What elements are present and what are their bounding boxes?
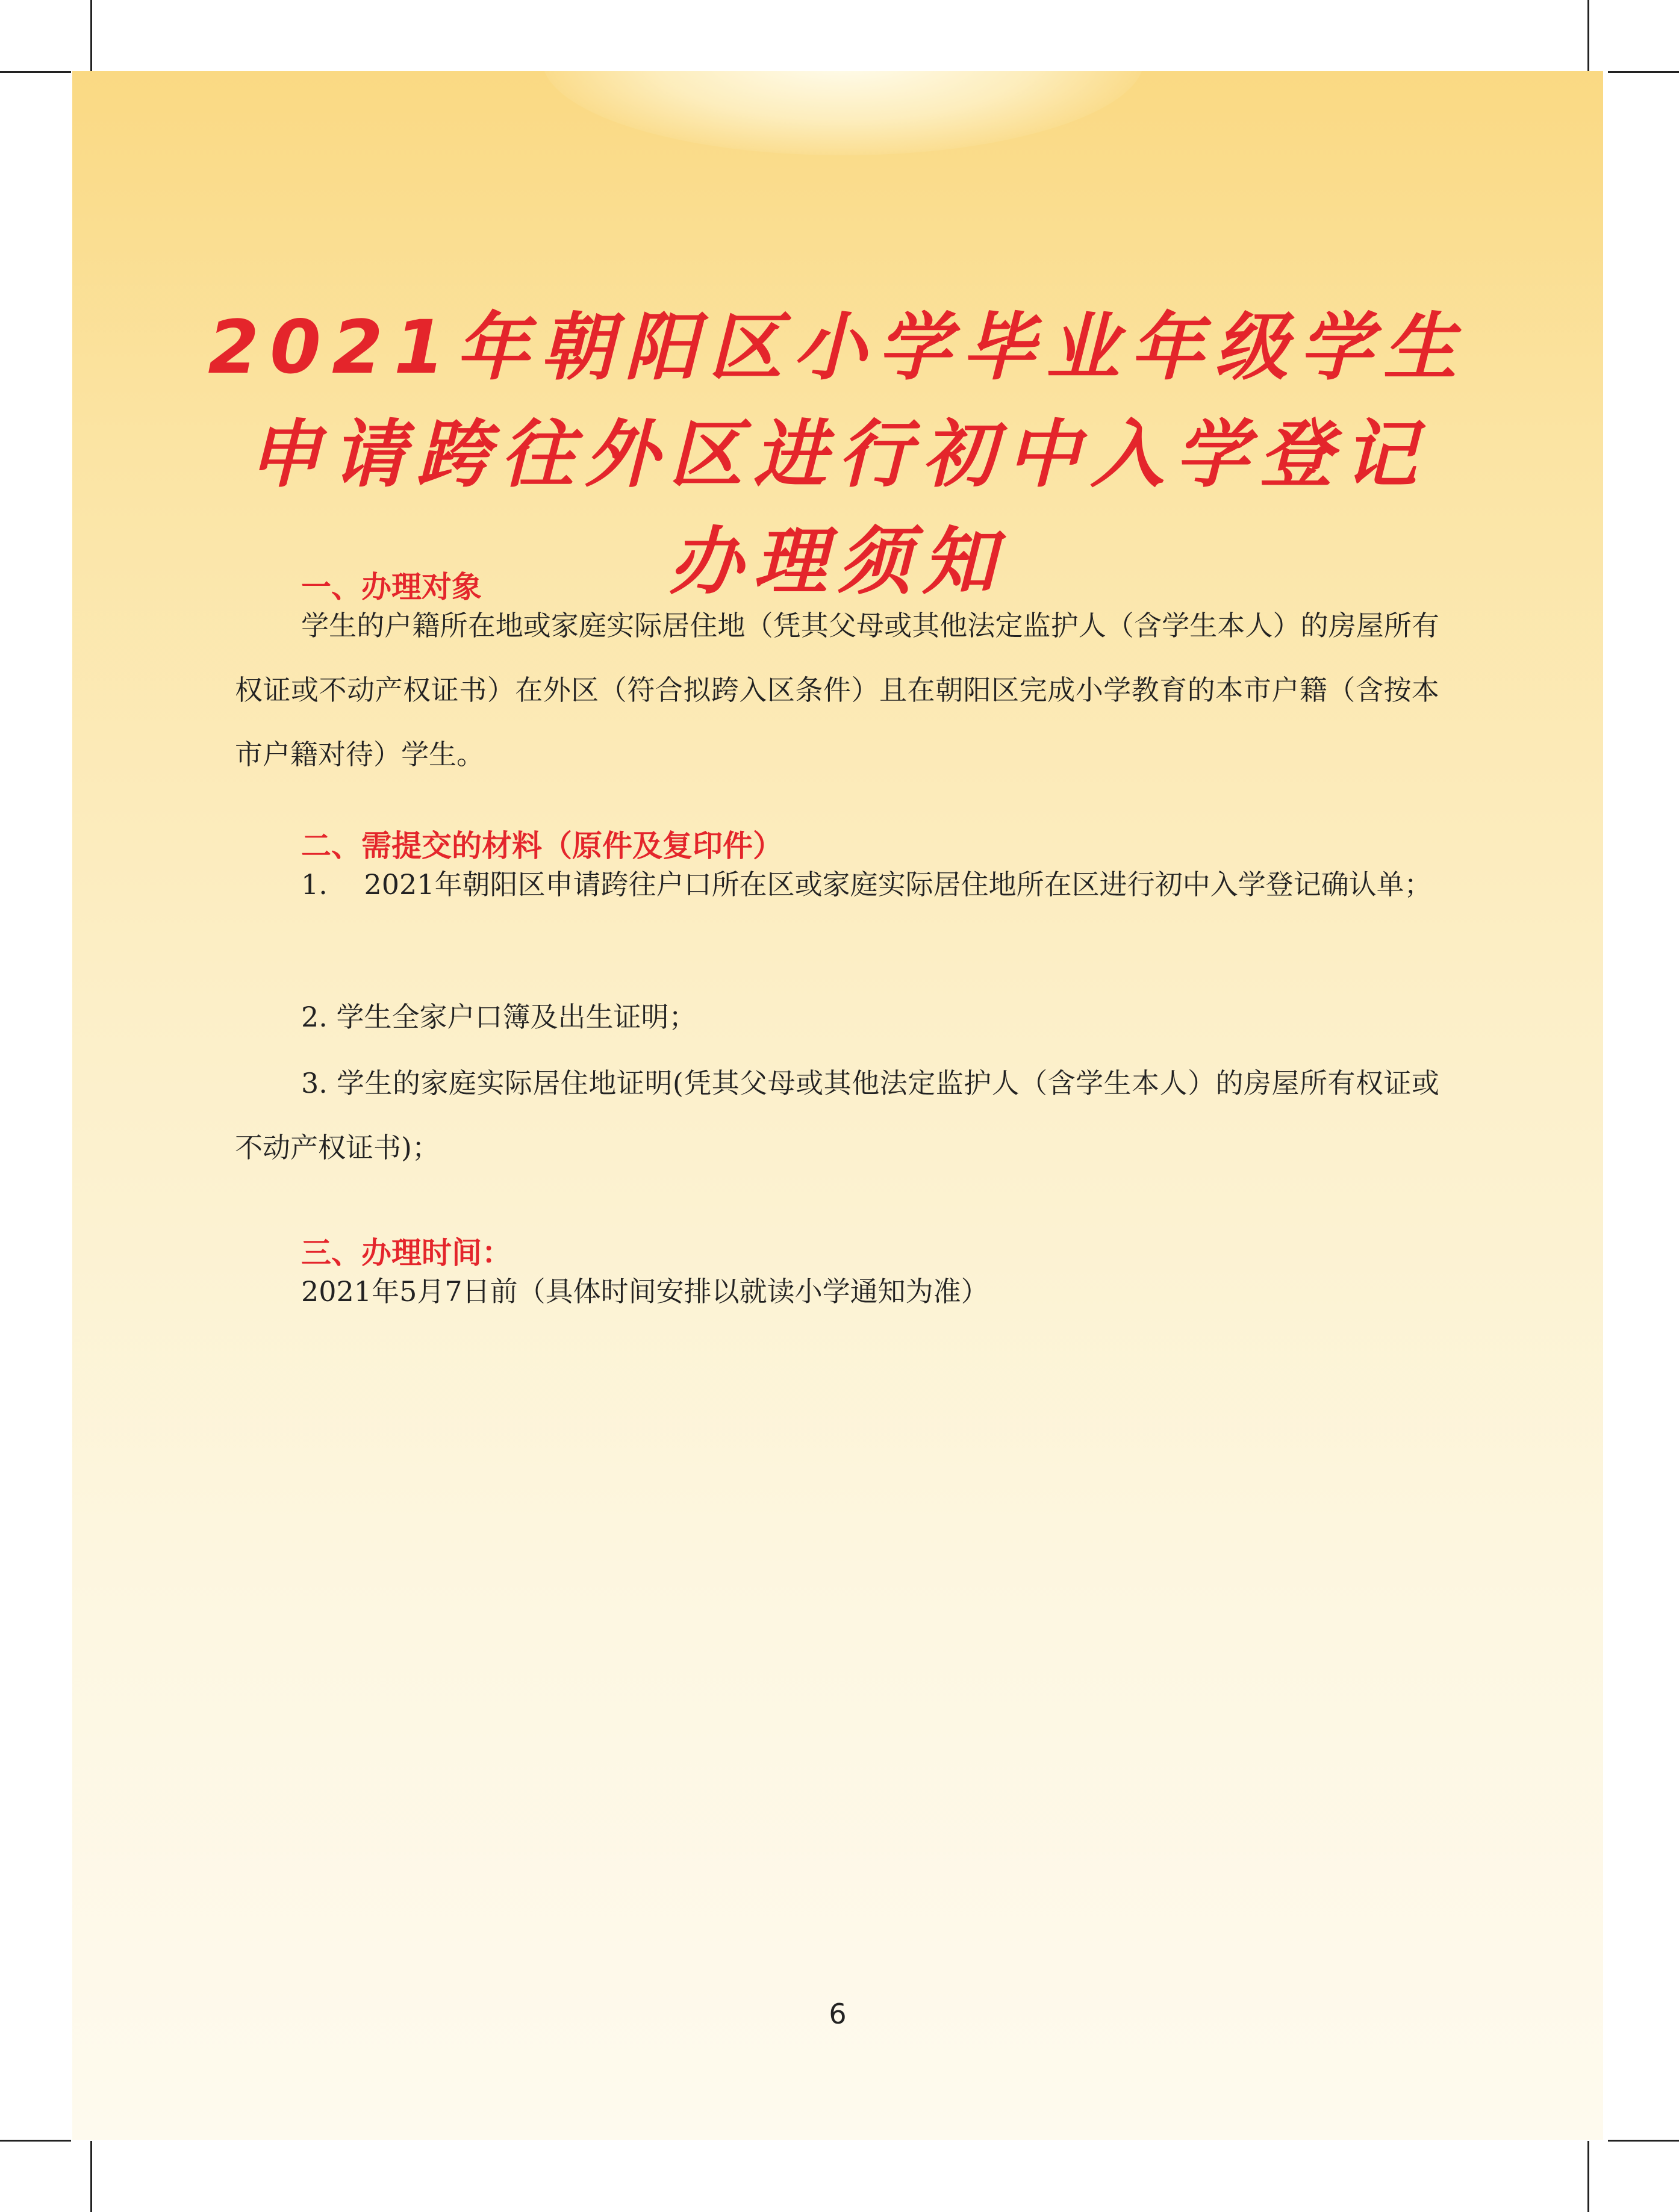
decorative-glow [542,71,1144,155]
title-line: 申请跨往外区进行初中入学登记 [248,412,1428,497]
crop-mark [1587,2141,1589,2212]
crop-mark [90,0,92,71]
document-page [72,71,1603,2140]
title-line: 办理须知 [669,519,1006,604]
page-number: 6 [829,1998,847,2030]
crop-mark [0,71,71,73]
crop-mark [1608,2140,1679,2142]
section-heading: 一、办理对象 [301,570,482,604]
section-paragraph: 2021年5月7日前（具体时间安排以就读小学通知为准） [301,1275,989,1308]
crop-mark [1587,0,1589,71]
section-paragraph: 2. 学生全家户口簿及出生证明； [301,1001,697,1033]
crop-mark [90,2141,92,2212]
section-heading: 三、办理时间： [301,1235,512,1270]
section-heading: 二、需提交的材料（原件及复印件） [301,828,783,863]
crop-mark [1608,71,1679,73]
section-paragraph: 3. 学生的家庭实际居住地证明(凭其父母或其他法定监护人（含学生本人）的房屋所有权证或不动产权证书)； [235,1067,1439,1164]
section-paragraph: 学生的户籍所在地或家庭实际居住地（凭其父母或其他法定监护人（含学生本人）的房屋所有权证或不动产权证书）在外区（符合拟跨入区条件）且在朝阳区完成小学教育的本市户籍（含按本市户籍对待）学生。 [235,609,1439,771]
crop-mark [0,2140,71,2142]
title-line: 2021年朝阳区小学毕业年级学生 [208,305,1468,390]
section-paragraph: 1. 2021年朝阳区申请跨往户口所在区或家庭实际居住地所在区进行初中入学登记确认单； [301,868,1432,901]
